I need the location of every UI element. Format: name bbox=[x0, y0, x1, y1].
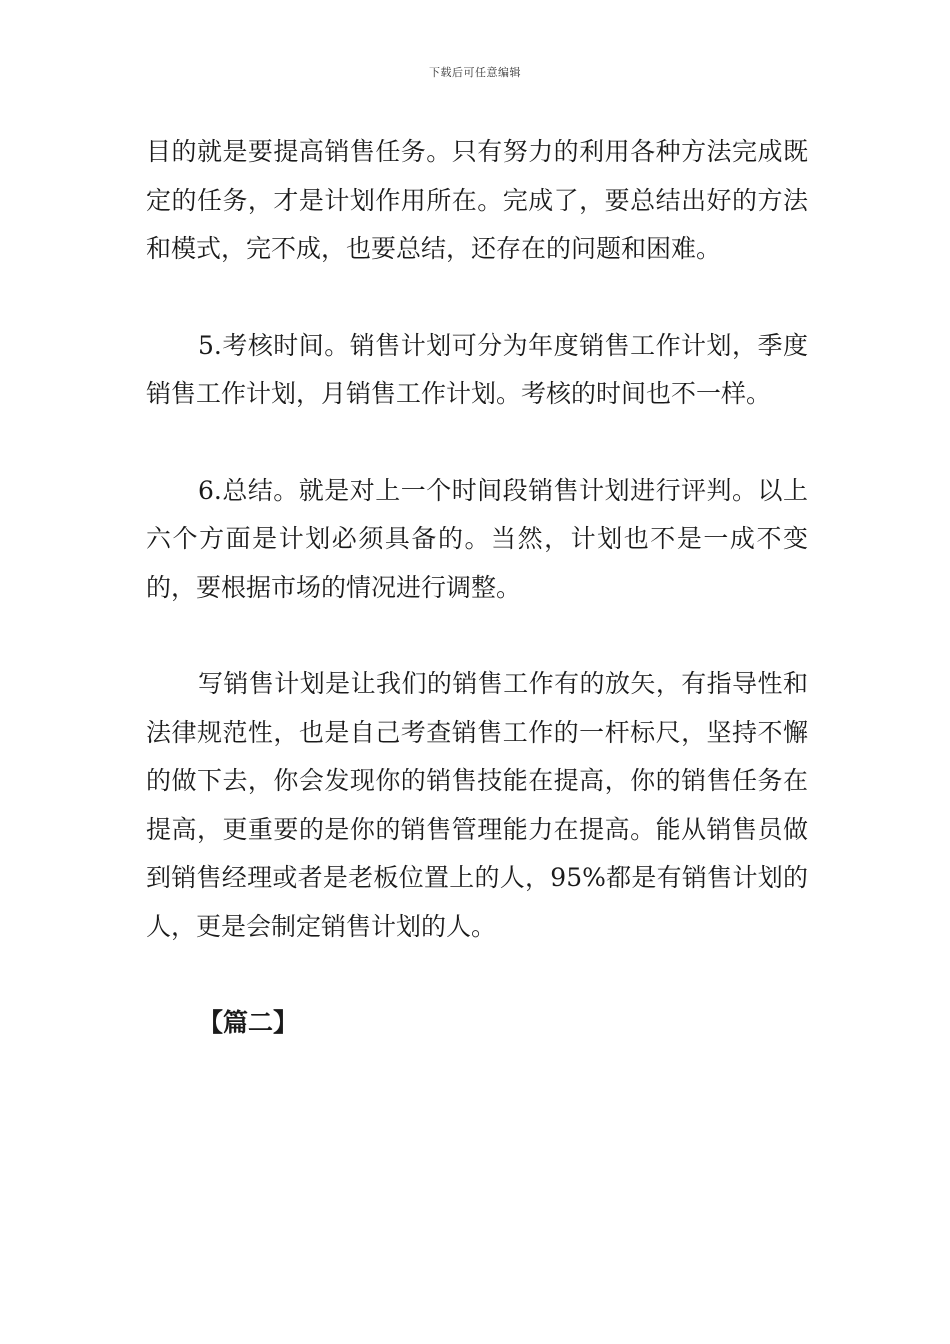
section-heading: 【篇二】 bbox=[198, 1008, 299, 1037]
page-header: 下载后可任意编辑 bbox=[429, 66, 521, 79]
paragraph-continuation: 目的就是要提高销售任务。只有努力的利用各种方法完成既定的任务，才是计划作用所在。完成了，要总结出好的方法和模式，完不成，也要总结，还存在的问题和困难。 bbox=[146, 137, 808, 263]
paragraph-spacer bbox=[146, 274, 808, 322]
paragraph-spacer bbox=[146, 951, 808, 999]
paragraph-spacer bbox=[146, 612, 808, 660]
paragraph-assessment-time: 5.考核时间。销售计划可分为年度销售工作计划，季度销售工作计划，月销售工作计划。考核的时间也不一样。 bbox=[146, 330, 808, 408]
paragraph-spacer bbox=[146, 419, 808, 467]
document-body bbox=[146, 128, 808, 1047]
paragraph-sales-plan-benefits: 写销售计划是让我们的销售工作有的放矢，有指导性和法律规范性，也是自己考查销售工作的一杆标尺，坚持不懈的做下去，你会发现你的销售技能在提高，你的销售任务在提高，更重要的是你的销售管理能力在提高。能从销售员做到销售经理或者是老板位置上的人，95%都是有销售计划的人，更是会制定销售计划的人。 bbox=[146, 669, 808, 941]
paragraph-summary: 6.总结。就是对上一个时间段销售计划进行评判。以上六个方面是计划必须具备的。当然，计划也不是一成不变的，要根据市场的情况进行调整。 bbox=[146, 475, 808, 602]
